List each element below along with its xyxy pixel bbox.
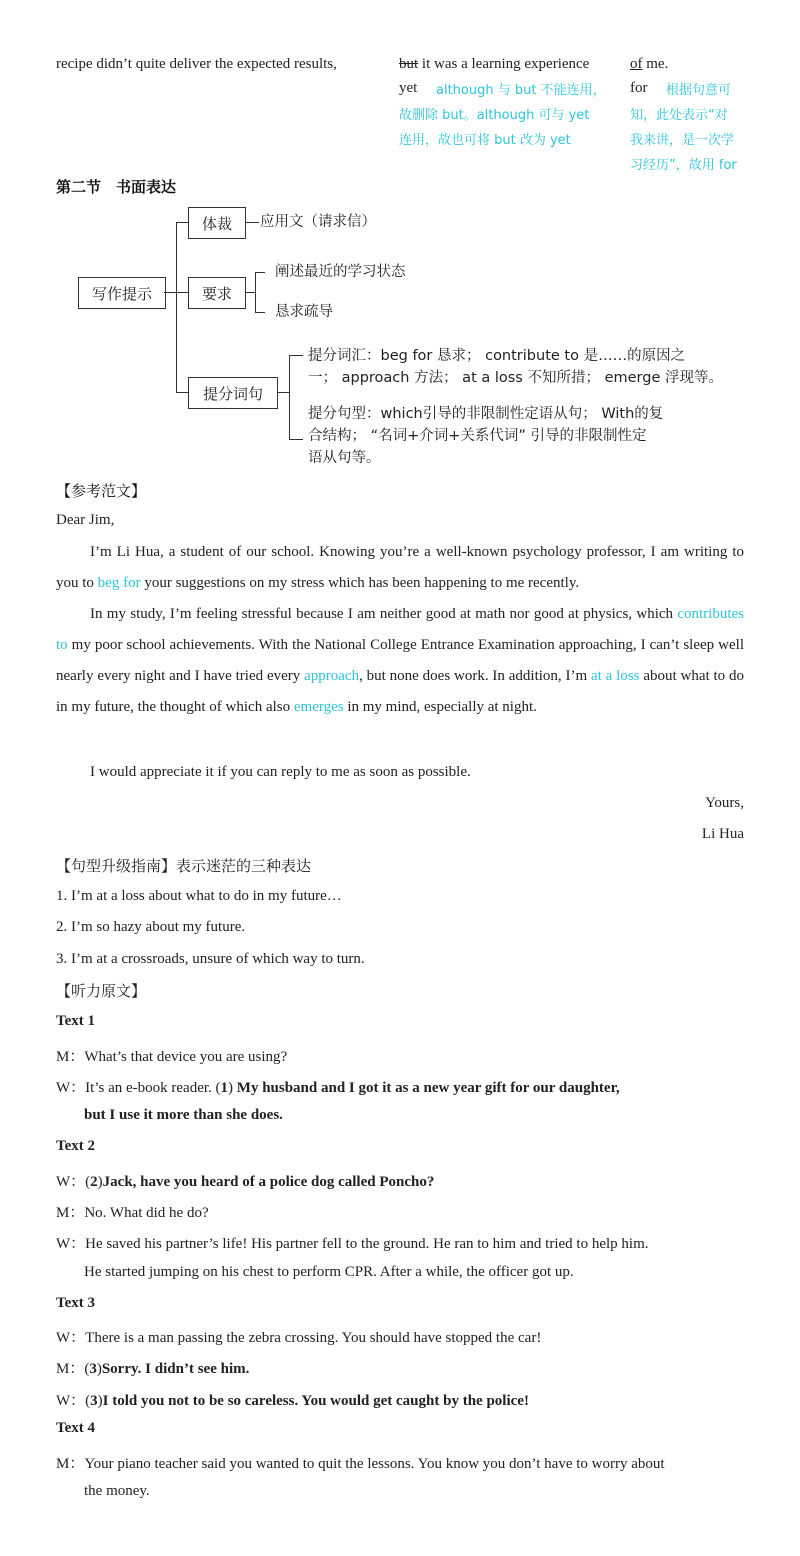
underlined-word-of: of [630,56,643,72]
connector [245,222,259,223]
text-3-title: Text 3 [56,1295,96,1311]
mindmap-requirements: 要求 [188,277,246,309]
correction-sentence: recipe didn’t quite deliver the expected results, [56,56,337,72]
guide-item: 3. I’m at a crossroads, unsure of which way to turn. [56,951,365,967]
dialogue-line: W：He saved his partner’s life! His partner fell to the ground. He ran to him and tried to help him. [56,1236,649,1252]
pattern-line: 语从句等。 [308,450,381,466]
connector [176,222,188,223]
closing: Yours, [705,795,744,811]
fix-for: for [630,80,648,96]
vocab-line: 提分词汇：beg for 恳求； contribute to 是……的原因之 [308,348,686,364]
connector [289,439,303,440]
paragraph-2: In my study, I’m feeling stressful because I am neither good at math nor good at physics, which contributes to my poor school achievements. With the National College Entrance Examination approaching, I can’t sleep well nearly every night and I have tried every approach, but none does work. In addition, I’m at a loss about what to do in my future, the thought of which also emerges in my mind, especially at night. [56,606,745,715]
guide-heading: 【句型升级指南】表示迷茫的三种表达 [56,857,312,875]
note-for-2: 知，此处表示“对 [630,108,728,123]
connector [255,272,256,312]
vocab-line: 一； approach 方法； at a loss 不知所措； emerge 浮现等。 [308,370,723,386]
pattern-line: 提分句型：which引导的非限制性定语从句； With的复 [308,406,664,422]
dialogue-line: W：It’s an e-book reader. (1) My husband and I got it as a new year gift for our daughter, [56,1080,620,1096]
text-1-title: Text 1 [56,1013,96,1029]
paragraph-3: I would appreciate it if you can reply to me as soon as possible. [90,764,471,780]
connector [255,312,265,313]
mindmap-key-words: 提分词句 [188,377,278,409]
section-title: 第二节 书面表达 [56,178,177,196]
correction-sentence-3: of me. [630,56,669,72]
keyword-beg-for: beg for [97,575,141,591]
mindmap-root: 写作提示 [78,277,166,309]
connector [277,392,289,393]
keyword-contributes-to: contributes to [56,606,744,653]
keyword-emerges: emerges [293,699,344,715]
connector [176,392,188,393]
dialogue-line: M：Your piano teacher said you wanted to quit the lessons. You know you don’t have to worry about [56,1456,665,1472]
text-2-title: Text 2 [56,1138,96,1154]
dialogue-line: W：There is a man passing the zebra crossing. You should have stopped the car! [56,1330,542,1346]
connector [245,292,255,293]
note-although-2: 故删除 but。although 可与 yet [399,108,590,123]
connector [289,355,290,439]
listening-heading: 【听力原文】 [56,982,147,1000]
dialogue-line: M：(3)Sorry. I didn’t see him. [56,1361,250,1377]
note-for-3: 我来讲，是一次学 [630,133,735,148]
connector [255,272,265,273]
genre-value: 应用文（请求信） [260,214,376,230]
dialogue-line: W：(3)I told you not to be so careless. You would get caught by the police! [56,1393,529,1409]
guide-item: 1. I’m at a loss about what to do in my future… [56,888,342,904]
keyword-at-a-loss: at a loss [591,668,640,684]
sample-heading: 【参考范文】 [56,482,147,500]
dialogue-line-cont: the money. [84,1483,150,1499]
requirement-item: 阐述最近的学习状态 [275,264,406,280]
note-for-4: 习经历”，故用 for [630,158,737,173]
note-for-1: 根据句意可 [666,83,732,98]
note-although-3: 连用，故也可将 but 改为 yet [399,133,571,148]
dialogue-line: W：(2)Jack, have you heard of a police dog called Poncho? [56,1174,435,1190]
note-although: although 与 but 不能连用， [436,83,606,98]
dialogue-line-cont: but I use it more than she does. [84,1107,283,1123]
connector [289,355,303,356]
connector [176,292,188,293]
connector [176,222,177,393]
dialogue-line: M：What’s that device you are using? [56,1049,288,1065]
requirement-item: 恳求疏导 [275,304,333,320]
guide-item: 2. I’m so hazy about my future. [56,919,246,935]
pattern-line: 合结构； “名词+介词+关系代词” 引导的非限制性定 [308,428,647,444]
text-4-title: Text 4 [56,1420,96,1436]
fix-yet: yet [399,80,418,96]
paragraph-1: I’m Li Hua, a student of our school. Knowing you’re a well-known psychology professor, I am writing to you to beg for your suggestions on my stress which has been happening to me recently. [56,544,744,591]
signature: Li Hua [701,826,744,842]
keyword-approach: approach [304,668,360,684]
struck-word-but: but [399,56,419,72]
dialogue-line-cont: He started jumping on his chest to perform CPR. After a while, the officer got up. [84,1264,574,1280]
dialogue-line: M：No. What did he do? [56,1205,209,1221]
correction-sentence-2: but it was a learning experience [399,56,590,72]
mindmap-genre: 体裁 [188,207,246,239]
salutation: Dear Jim, [56,512,115,528]
